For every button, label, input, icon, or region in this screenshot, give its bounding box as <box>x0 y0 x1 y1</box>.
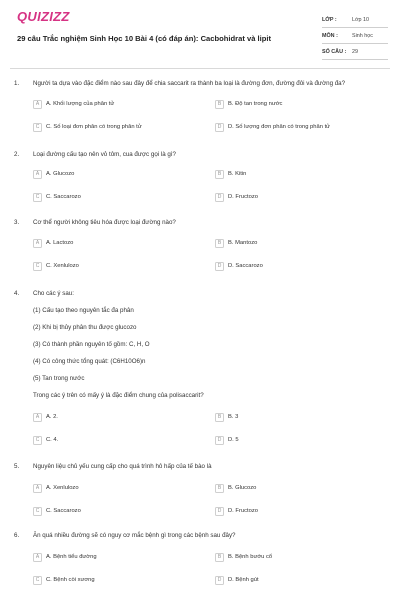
quizizz-logo: QUIZIZZ <box>17 9 70 24</box>
question-number: 5. <box>14 463 20 470</box>
option-b[interactable] <box>215 98 375 110</box>
option-text: A. 2. <box>46 414 58 420</box>
option-a[interactable] <box>33 551 193 563</box>
option-text: A. Bệnh tiểu đường <box>46 554 97 560</box>
option-d[interactable] <box>215 574 375 586</box>
option-d[interactable] <box>215 505 375 517</box>
option-text: B. Bệnh bướu cổ <box>228 554 273 560</box>
option-letter-box: B <box>215 413 224 422</box>
option-text: D. Fructozo <box>228 194 258 200</box>
option-d[interactable] <box>215 260 375 272</box>
statement-3: (3) Có thành phần nguyên tố gồm: C, H, O <box>33 341 150 348</box>
option-a[interactable] <box>33 237 193 249</box>
option-letter-box: C <box>33 262 42 271</box>
question-number: 6. <box>14 532 20 539</box>
option-text: C. Xenlulozo <box>46 263 79 269</box>
option-c[interactable] <box>33 574 193 586</box>
option-text: D. Saccarozo <box>228 263 263 269</box>
option-c[interactable] <box>33 191 193 203</box>
option-text: C. Saccarozo <box>46 194 81 200</box>
option-text: C. Số loại đơn phân có trong phân tử <box>46 124 142 130</box>
option-text: B. Glucozo <box>228 485 257 491</box>
option-c[interactable] <box>33 121 193 133</box>
option-text: B. Mantozo <box>228 240 258 246</box>
option-letter-box: A <box>33 100 42 109</box>
option-letter-box: D <box>215 262 224 271</box>
option-letter-box: D <box>215 193 224 202</box>
meta-key: SỐ CÂU : <box>322 48 347 55</box>
option-text: D. Bệnh gút <box>228 577 259 583</box>
meta-key: MÔN : <box>322 32 338 39</box>
document-title: 29 câu Trắc nghiệm Sinh Học 10 Bài 4 (có đáp án): Cacbohidrat và lipit <box>17 34 272 43</box>
option-a[interactable] <box>33 411 193 423</box>
option-letter-box: B <box>215 553 224 562</box>
option-b[interactable] <box>215 411 375 423</box>
option-d[interactable] <box>215 191 375 203</box>
question-number: 4. <box>14 290 20 297</box>
meta-value: 29 <box>352 48 358 55</box>
option-b[interactable] <box>215 551 375 563</box>
option-b[interactable] <box>215 237 375 249</box>
option-text: D. Số lượng đơn phân có trong phân tử <box>228 124 331 130</box>
option-letter-box: D <box>215 436 224 445</box>
statement-4: (4) Có công thức tổng quát: (C6H10O6)n <box>33 358 146 365</box>
header-divider <box>10 68 390 69</box>
option-c[interactable] <box>33 434 193 446</box>
option-letter-box: D <box>215 123 224 132</box>
option-text: A. Xenlulozo <box>46 485 79 491</box>
option-text: A. Glucozo <box>46 171 75 177</box>
question-number: 1. <box>14 80 20 87</box>
option-b[interactable] <box>215 482 375 494</box>
option-letter-box: A <box>33 239 42 248</box>
option-letter-box: C <box>33 123 42 132</box>
meta-key: LỚP : <box>322 16 337 23</box>
option-a[interactable] <box>33 482 193 494</box>
option-d[interactable] <box>215 434 375 446</box>
meta-row-class <box>322 12 388 28</box>
option-letter-box: A <box>33 553 42 562</box>
option-text: B. Kitin <box>228 171 247 177</box>
meta-row-subject <box>322 28 388 44</box>
question-number: 3. <box>14 219 20 226</box>
option-text: C. Bệnh còi xương <box>46 577 95 583</box>
option-letter-box: C <box>33 507 42 516</box>
option-text: C. Saccarozo <box>46 508 81 514</box>
option-letter-box: D <box>215 576 224 585</box>
option-text: A. Khối lượng của phân tử <box>46 101 115 107</box>
option-a[interactable] <box>33 168 193 180</box>
option-text: D. 5 <box>228 437 239 443</box>
question-number: 2. <box>14 151 20 158</box>
meta-value: Sinh học <box>352 32 373 39</box>
statement-2: (2) Khi bị thủy phân thu được glucozo <box>33 324 137 331</box>
option-c[interactable] <box>33 260 193 272</box>
option-letter-box: C <box>33 436 42 445</box>
option-a[interactable] <box>33 98 193 110</box>
option-letter-box: C <box>33 576 42 585</box>
question-text: Loại đường cấu tạo nên vỏ tôm, cua được gọi là gì? <box>33 151 176 158</box>
option-text: B. 3 <box>228 414 239 420</box>
option-c[interactable] <box>33 505 193 517</box>
option-letter-box: B <box>215 239 224 248</box>
meta-row-count <box>322 44 388 60</box>
question-text: Nguyên liệu chủ yếu cung cấp cho quá trình hô hấp của tế bào là <box>33 463 212 470</box>
question-text: Người ta dựa vào đặc điểm nào sau đây để chia saccarit ra thành ba loại là đường đơn, đường đôi và đường đa? <box>33 80 346 87</box>
statement-1: (1) Cấu tạo theo nguyên tắc đa phân <box>33 307 134 314</box>
option-text: A. Lactozo <box>46 240 74 246</box>
option-letter-box: B <box>215 170 224 179</box>
option-letter-box: C <box>33 193 42 202</box>
option-text: D. Fructozo <box>228 508 258 514</box>
option-letter-box: A <box>33 413 42 422</box>
option-letter-box: B <box>215 484 224 493</box>
meta-panel <box>322 12 388 60</box>
question-text: Cho các ý sau: <box>33 290 74 297</box>
option-text: C. 4. <box>46 437 59 443</box>
question-text: Cơ thể người không tiêu hóa được loại đường nào? <box>33 219 176 226</box>
question-prompt: Trong các ý trên có mấy ý là đặc điểm chung của polisaccarit? <box>33 392 204 399</box>
question-text: Ăn quá nhiều đường sẽ có nguy cơ mắc bệnh gì trong các bệnh sau đây? <box>33 532 236 539</box>
option-b[interactable] <box>215 168 375 180</box>
option-letter-box: A <box>33 484 42 493</box>
option-letter-box: B <box>215 100 224 109</box>
statement-5: (5) Tan trong nước <box>33 375 85 382</box>
option-d[interactable] <box>215 121 375 133</box>
meta-value: Lớp 10 <box>352 16 370 23</box>
option-letter-box: D <box>215 507 224 516</box>
option-text: B. Độ tan trong nước <box>228 101 283 107</box>
option-letter-box: A <box>33 170 42 179</box>
